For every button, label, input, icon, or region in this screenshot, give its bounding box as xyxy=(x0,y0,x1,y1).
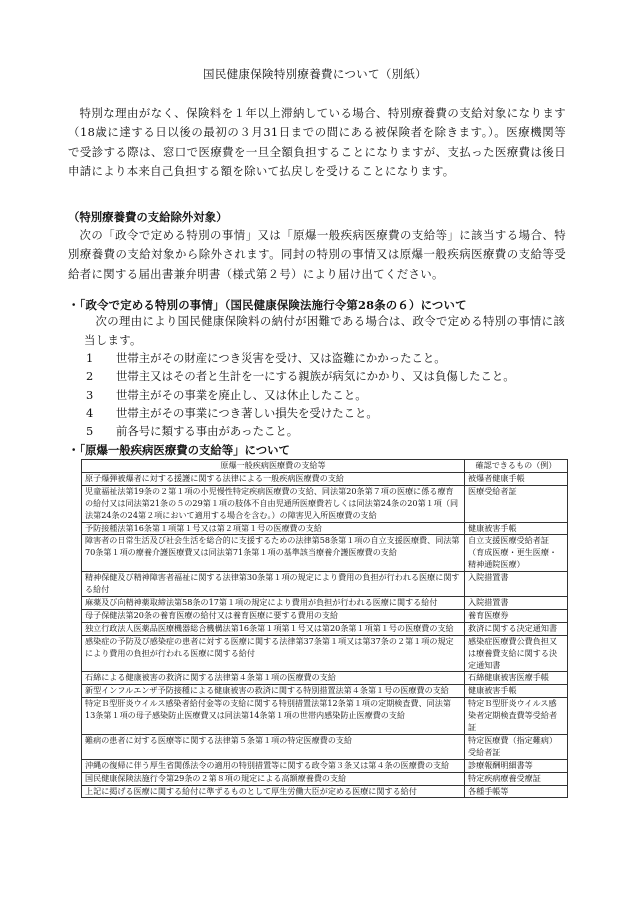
table-row xyxy=(82,785,568,798)
table-row xyxy=(82,698,568,735)
list-item xyxy=(84,422,515,440)
table-cell-proof: 入院措置書 xyxy=(465,596,568,609)
table-cell-proof: 感染症医療費公費負担又は療養費支給に関する決定通知書 xyxy=(465,635,568,672)
table-cell-proof: 養育医療券 xyxy=(465,609,568,622)
table-cell-benefit: 上記に掲げる医療に関する給付に準ずるものとして厚生労働大臣が定める医療に関する給付 xyxy=(82,785,465,798)
list-item-text: 前各号に類する事由があったこと。 xyxy=(116,424,299,439)
list-item-text: 世帯主がその事業につき著しい損失を受けたこと。 xyxy=(116,405,378,420)
document-title: 国民健康保険特別療養費について（別紙） xyxy=(203,67,427,81)
table-row xyxy=(82,734,568,759)
table-cell-proof: 特定医療費（指定難病）受給者証 xyxy=(465,734,568,759)
list-item xyxy=(84,349,515,367)
table-cell-benefit: 沖縄の復帰に伴う厚生省関係法令の適用の特別措置等に関する政令第３条又は第４条の医療費の支給 xyxy=(82,759,465,772)
list-item xyxy=(84,386,515,404)
table-cell-benefit: 予防接種法第16条第１項第１号又は第２項第１号の医療費の支給 xyxy=(82,522,465,535)
table-row xyxy=(82,672,568,685)
exclusion-heading: （特別療養費の支給除外対象） xyxy=(68,210,228,224)
special-circumstances-heading: ・「政令で定める特別の事情」（国民健康保険法施行令第28条の６）について xyxy=(68,298,467,312)
table-cell-proof: 救済に関する決定通知書 xyxy=(465,622,568,635)
list-item xyxy=(84,404,515,422)
table-cell-benefit: 感染症の予防及び感染症の患者に対する医療に関する法律第37条第１項又は第37条の２第１項の規定により費用の負担が行われる医療に関する給付 xyxy=(82,635,465,672)
table-cell-proof: 特定Ｂ型肝炎ウイルス感染者定期検査費等受給者証 xyxy=(465,698,568,735)
list-item-number: 4 xyxy=(86,405,94,420)
table-cell-proof: 石綿健康被害医療手帳 xyxy=(465,672,568,685)
list-item xyxy=(84,367,515,385)
table-row xyxy=(82,609,568,622)
table-cell-proof: 健康被害手帳 xyxy=(465,522,568,535)
table-cell-proof: 入院措置書 xyxy=(465,572,568,597)
table-row xyxy=(82,772,568,785)
table-cell-benefit: 母子保健法第20条の養育医療の給付又は養育医療に要する費用の支給 xyxy=(82,609,465,622)
table-row xyxy=(82,535,568,572)
table-cell-benefit: 原子爆弾被爆者に対する援護に関する法律による一般疾病医療費の支給 xyxy=(82,472,465,485)
table-cell-proof: 各種手帳等 xyxy=(465,785,568,798)
table-cell-benefit: 特定Ｂ型肝炎ウイルス感染者給付金等の支給に関する特別措置法第12条第１項の定期検査費、同法第13条第１項の母子感染防止医療費又は同法第14条第１項の世帯内感染防止医療費の支給 xyxy=(82,698,465,735)
list-item-number: 5 xyxy=(86,424,94,439)
list-item-text: 世帯主がその財産につき災害を受け、又は盗難にかかったこと。 xyxy=(116,351,446,365)
table-cell-proof: 特定疾病療養受療証 xyxy=(465,772,568,785)
list-item-text: 世帯主又はその者と生計を一にする親族が病気にかかり、又は負傷したこと。 xyxy=(116,369,515,384)
table-cell-benefit: 石綿による健康被害の救済に関する法律第４条第１項の医療費の支給 xyxy=(82,672,465,685)
table-header-row xyxy=(82,460,568,473)
table-cell-benefit: 障害者の日常生活及び社会生活を総合的に支援するための法律第58条第１項の自立支援医療費、同法第70条第１項の療養介護医療費又は同法第71条第１項の基準該当療養介護医療費の支給 xyxy=(82,535,465,572)
table-row xyxy=(82,522,568,535)
list-item-number: 1 xyxy=(86,351,94,365)
table-cell-proof: 医療受給者証 xyxy=(465,485,568,522)
table-cell-benefit: 新型インフルエンザ予防接種による健康被害の救済に関する特別措置法第４条第１号の医療費の支給 xyxy=(82,685,465,698)
table-cell-benefit: 麻薬及び向精神薬取締法第58条の17第１項の規定により費用が負担が行われる医療に関する給付 xyxy=(82,596,465,609)
table-row xyxy=(82,685,568,698)
intro-paragraph: 特別な理由がなく、保険料を１年以上滞納している場合、特別療養費の支給対象になります（18歳に達する日以後の最初の３月31日までの間にある被保険者を除きます。）。医療機関等で受診する際は、窓口で医療費を一旦全額負担することになりますが、支払った医療費は後日申請により本来自己負担する額を除いて払戻しを受けることになります。 xyxy=(68,106,566,179)
atomic-bomb-heading: ・「原爆一般疾病医療費の支給等」について xyxy=(68,443,290,457)
table-cell-benefit: 独立行政法人医薬品医療機器総合機構法第16条第１項第１号又は第20条第１項第１号の医療費の支給 xyxy=(82,622,465,635)
table-cell-proof: 健康被害手帳 xyxy=(465,685,568,698)
table-cell-benefit: 児童福祉法第19条の２第１項の小児慢性特定疾病医療費の支給、同法第20条第７項の医療に係る療育の給付又は同法第21条の５の29第１項の肢体不自由児通所医療費若しくは同法第24条の20第１項（同法第24条の24第２項において適用する場合を含む。）の障害児入所医療費の支給 xyxy=(82,485,465,522)
column-header-benefit: 原爆一般疾病医療費の支給等 xyxy=(82,460,465,473)
table-cell-proof: 診療報酬明細書等 xyxy=(465,759,568,772)
table-row xyxy=(82,572,568,597)
table-row xyxy=(82,635,568,672)
list-item-number: 3 xyxy=(86,387,94,402)
table-row xyxy=(82,596,568,609)
table-cell-benefit: 難病の患者に対する医療等に関する法律第５条第１項の特定医療費の支給 xyxy=(82,734,465,759)
special-circumstances-paragraph: 次の理由により国民健康保険料の納付が困難である場合は、政令で定める特別の事情に該当します。 xyxy=(84,314,566,347)
table-cell-benefit: 精神保健及び精神障害者福祉に関する法律第30条第１項の規定により費用の負担が行われる医療に関する給付 xyxy=(82,572,465,597)
special-circumstances-list xyxy=(84,349,515,440)
table-cell-proof: 自立支援医療受給者証（育成医療・更生医療・精神通院医療） xyxy=(465,535,568,572)
exclusion-paragraph: 次の「政令で定める特別の事情」又は「原爆一般疾病医療費の支給等」に該当する場合、特別療養費の支給対象から除外されます。同封の特別の事情又は原爆一般疾病医療費の支給等受給者に関する届出書兼弁明書（様式第２号）により届け出てください。 xyxy=(68,228,566,281)
table-row xyxy=(82,472,568,485)
list-item-number: 2 xyxy=(86,369,94,384)
table-row xyxy=(82,485,568,522)
list-item-text: 世帯主がその事業を廃止し、又は休止したこと。 xyxy=(116,387,367,402)
table-row xyxy=(82,759,568,772)
atomic-bomb-table xyxy=(81,459,568,798)
table-cell-benefit: 国民健康保険法施行令第29条の２第８項の規定による高額療養費の支給 xyxy=(82,772,465,785)
table-cell-proof: 被爆者健康手帳 xyxy=(465,472,568,485)
column-header-proof: 確認できるもの（例） xyxy=(465,460,568,473)
table-row xyxy=(82,622,568,635)
